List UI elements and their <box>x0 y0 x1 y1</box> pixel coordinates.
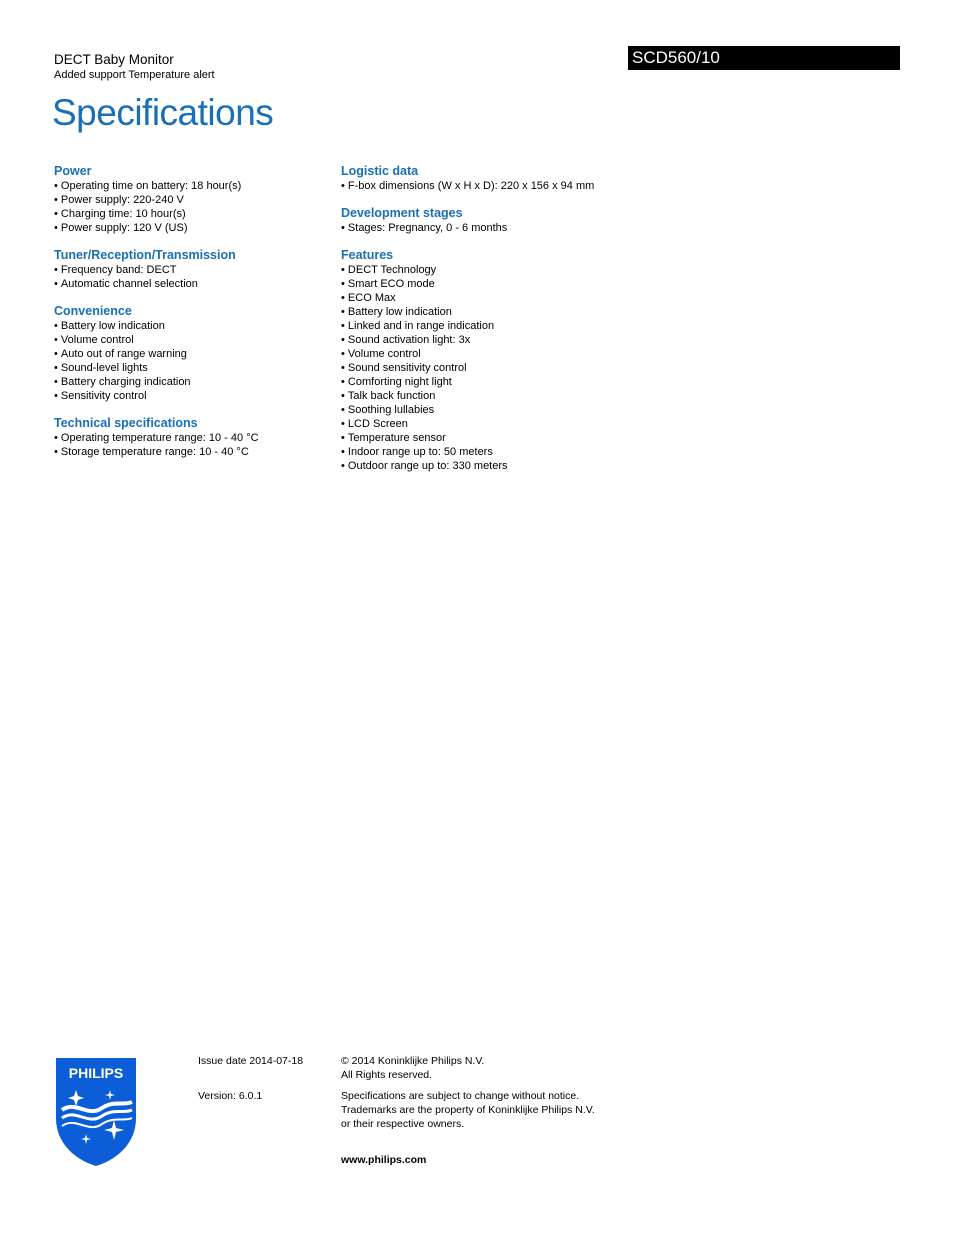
spec-item: • Sound sensitivity control <box>341 361 641 375</box>
spec-section <box>341 164 641 193</box>
spec-list <box>341 263 641 473</box>
spec-item: • Automatic channel selection <box>54 277 324 291</box>
notice-line: Trademarks are the property of Koninklijke Philips N.V. <box>341 1104 595 1116</box>
spec-section <box>54 304 324 403</box>
spec-item: • Auto out of range warning <box>54 347 324 361</box>
spec-item: • Outdoor range up to: 330 meters <box>341 459 641 473</box>
spec-item: • Talk back function <box>341 389 641 403</box>
spec-item: • Indoor range up to: 50 meters <box>341 445 641 459</box>
page-title: Specifications <box>52 92 274 133</box>
copyright <box>341 1054 484 1082</box>
philips-shield-logo <box>54 1056 138 1168</box>
spec-item: • Comforting night light <box>341 375 641 389</box>
section-title: Convenience <box>54 304 132 318</box>
issue-date: Issue date 2014-07-18 <box>198 1055 304 1067</box>
spec-item: • Linked and in range indication <box>341 319 641 333</box>
section-title: Tuner/Reception/Transmission <box>54 248 236 262</box>
spec-list <box>54 263 324 291</box>
svg-text:PHILIPS: PHILIPS <box>68 1065 124 1081</box>
spec-section <box>341 248 641 473</box>
spec-item: • Operating time on battery: 18 hour(s) <box>54 179 324 193</box>
spec-list <box>54 179 324 235</box>
spec-item: • Sound-level lights <box>54 361 324 375</box>
copyright-line: All Rights reserved. <box>341 1069 433 1081</box>
spec-item: • Power supply: 120 V (US) <box>54 221 324 235</box>
spec-item: • Temperature sensor <box>341 431 641 445</box>
spec-item: • Sound activation light: 3x <box>341 333 641 347</box>
product-name: DECT Baby Monitor <box>54 52 174 67</box>
spec-item: • Operating temperature range: 10 - 40 °C <box>54 431 324 445</box>
spec-item: • Sensitivity control <box>54 389 324 403</box>
spec-section <box>54 416 324 459</box>
spec-section <box>54 248 324 291</box>
left-spec-column <box>54 164 324 472</box>
spec-list <box>341 179 641 193</box>
section-title: Features <box>341 248 394 262</box>
section-title: Development stages <box>341 206 463 220</box>
copyright-line: © 2014 Koninklijke Philips N.V. <box>341 1055 485 1067</box>
spec-item: • Power supply: 220-240 V <box>54 193 324 207</box>
spec-item: • DECT Technology <box>341 263 641 277</box>
spec-item: • Battery low indication <box>54 319 324 333</box>
version: Version: 6.0.1 <box>198 1090 263 1102</box>
section-title: Power <box>54 164 92 178</box>
spec-list <box>54 431 324 459</box>
spec-item: • Charging time: 10 hour(s) <box>54 207 324 221</box>
spec-section <box>341 206 641 235</box>
spec-list <box>54 319 324 403</box>
section-title: Technical specifications <box>54 416 198 430</box>
notice-line: Specifications are subject to change without notice. <box>341 1090 580 1102</box>
product-subtitle: Added support Temperature alert <box>54 69 215 81</box>
spec-item: • Battery charging indication <box>54 375 324 389</box>
spec-item: • Volume control <box>54 333 324 347</box>
spec-section <box>54 164 324 235</box>
spec-item: • LCD Screen <box>341 417 641 431</box>
spec-item: • F-box dimensions (W x H x D): 220 x 156 x 94 mm <box>341 179 641 193</box>
spec-item: • Soothing lullabies <box>341 403 641 417</box>
spec-item: • Storage temperature range: 10 - 40 °C <box>54 445 324 459</box>
spec-list <box>341 221 641 235</box>
spec-item: • Smart ECO mode <box>341 277 641 291</box>
right-spec-column <box>341 164 641 486</box>
legal-notice <box>341 1089 595 1131</box>
spec-item: • Battery low indication <box>341 305 641 319</box>
section-title: Logistic data <box>341 164 419 178</box>
spec-item: • Volume control <box>341 347 641 361</box>
notice-line: or their respective owners. <box>341 1118 465 1130</box>
spec-item: • Stages: Pregnancy, 0 - 6 months <box>341 221 641 235</box>
spec-item: • Frequency band: DECT <box>54 263 324 277</box>
website-link[interactable]: www.philips.com <box>341 1154 427 1166</box>
spec-item: • ECO Max <box>341 291 641 305</box>
model-number-bar: SCD560/10 <box>628 46 900 70</box>
